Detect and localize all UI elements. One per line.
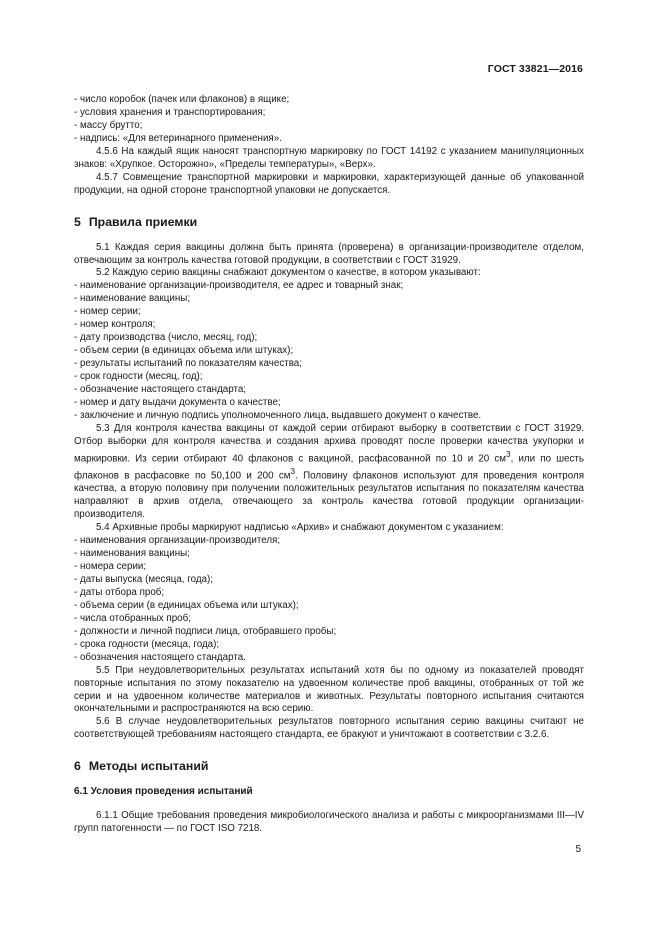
paragraph-6-1-1: 6.1.1 Общие требования проведения микробиологического анализа и работы с микроорганизмами III—IV групп патогенности — по ГОСТ ISO 7218.: [74, 810, 584, 835]
list-item: - даты отбора проб;: [74, 586, 165, 598]
list-archive-document: [74, 535, 584, 665]
page-content: [74, 94, 584, 836]
section-6-heading: [74, 760, 584, 773]
list-item: - наименование вакцины;: [74, 293, 191, 305]
text-run: 5.3 Для контроля качества вакцины от каждой серии отбирают выборку в соответствии с ГОСТ 31929. Отбор выборки для контроля качества и создания архива проводят после проверки качества укупорки и маркировки. Из серии отбирают 40 флаконов с вакциной, расфасованной по 10 и 20 см: [74, 422, 584, 465]
list-item: - числа отобранных проб;: [74, 612, 191, 624]
section-title: Правила приемки: [88, 214, 198, 229]
list-item: - число коробок (пачек или флаконов) в ящике;: [74, 94, 290, 105]
list-item: - даты выпуска (месяца, года);: [74, 573, 213, 585]
list-item: - наименования вакцины;: [74, 548, 190, 560]
list-item: - номер контроля;: [74, 319, 156, 331]
paragraph-4-5-6: 4.5.6 На каждый ящик наносят транспортную маркировку по ГОСТ 14192 с указанием манипуляционных знаков: «Хрупкое. Осторожно», «Пределы температуры», «Верх».: [74, 145, 584, 170]
list-item: - номера серии;: [74, 560, 147, 572]
list-item: - номер серии;: [74, 306, 141, 318]
section-title: Методы испытаний: [88, 759, 209, 774]
list-quality-document: [74, 280, 584, 422]
list-item: - обозначение настоящего стандарта;: [74, 384, 247, 396]
paragraph-5-2: 5.2 Каждую серию вакцины снабжают документом о качестве, в котором указывают:: [96, 267, 481, 279]
standard-designation: ГОСТ 33821—2016: [487, 63, 583, 75]
paragraph-5-4: 5.4 Архивные пробы маркируют надписью «Архив» и снабжают документом с указанием:: [96, 522, 504, 534]
list-item: - условия хранения и транспортирования;: [74, 106, 266, 118]
list-item: - объема серии (в единицах объема или штуках);: [74, 599, 299, 611]
list-item: - наименование организации-производителя, ее адрес и товарный знак;: [74, 280, 404, 292]
section-5-heading: [74, 216, 584, 229]
superscript: 3: [506, 449, 511, 459]
list-item: - дату производства (число, месяц, год);: [74, 332, 258, 344]
list-item: - срока годности (месяца, года);: [74, 638, 220, 650]
text-run: . Половину флаконов используют для проведения контроля качества, а вторую половину при получении положительных результатов испытания по показателям качества направляют в архив отдела, отвечающего за контроль качества готовой продукции организации-производителя.: [74, 470, 584, 521]
text-run: , или по шесть флаконов в расфасовке по 50,100 и 200 см: [74, 453, 584, 482]
list-item: - результаты испытаний по показателям качества;: [74, 358, 302, 370]
paragraph-5-6: 5.6 В случае неудовлетворительных результатов повторного испытания серию вакцины считают не соответствующей требованиям настоящего стандарта, ее бракуют и уничтожают в соответствии с 3.2.6.: [74, 716, 584, 741]
paragraph-5-3: [74, 423, 584, 522]
list-item: - должности и личной подписи лица, отобравшего пробы;: [74, 625, 337, 637]
page-number: 5: [575, 844, 581, 855]
section-number: 5: [74, 214, 81, 229]
list-item: - объем серии (в единицах объема или штуках);: [74, 345, 294, 357]
list-item: - наименования организации-производителя;: [74, 535, 281, 547]
list-item: - номер и дату выдачи документа о качестве;: [74, 397, 281, 409]
list-packaging-labels: [74, 94, 584, 146]
section-number: 6: [74, 759, 81, 774]
paragraph-5-1: 5.1 Каждая серия вакцины должна быть принята (проверена) в организации-производителе отделом, отвечающим за контроль качества готовой продукции, в соответствии с ГОСТ 31929.: [74, 241, 584, 266]
list-item: - надпись: «Для ветеринарного применения».: [74, 132, 282, 144]
list-item: - заключение и личную подпись уполномоченного лица, выдавшего документ о качестве.: [74, 409, 482, 421]
list-item: - обозначения настоящего стандарта.: [74, 651, 246, 663]
list-item: - массу брутто;: [74, 119, 143, 131]
paragraph-5-5: 5.5 При неудовлетворительных результатах испытаний хотя бы по одному из показателей проводят повторные испытания по этому показателю на удвоенном количестве проб вакцины, отобранных от той же серии и на удвоенном количестве материалов и животных. Результаты повторного испытания считаются окончательными и распространяются на всю серию.: [74, 664, 584, 715]
paragraph-4-5-7: 4.5.7 Совмещение транспортной маркировки и маркировки, характеризующей данные об упакованной продукции, на одной стороне транспортной упаковки не допускается.: [74, 171, 584, 196]
superscript: 3: [290, 467, 296, 477]
list-item: - срок годности (месяц, год);: [74, 371, 203, 383]
subsection-6-1-heading: 6.1 Условия проведения испытаний: [74, 786, 253, 798]
